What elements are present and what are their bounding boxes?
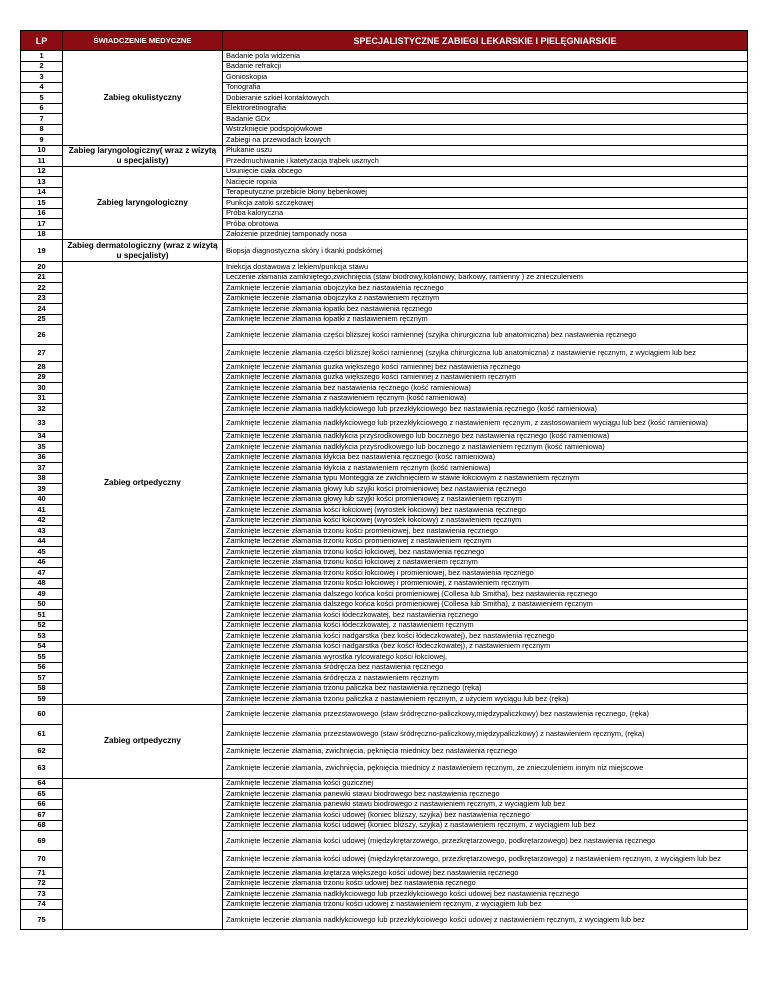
row-number: 39 [21,484,63,495]
procedure-name: Zamknięte leczenie złamania kości nadgarstka (bez kości łódeczkowatej), bez nastawienia ręcznego [223,631,748,642]
row-number: 60 [21,704,63,724]
procedure-name: Płukanie uszu [223,145,748,156]
row-number: 11 [21,156,63,167]
row-number: 42 [21,515,63,526]
row-number: 37 [21,463,63,474]
procedure-name: Zamknięte leczenie złamania nadkłykciowego lub przezkłykciowego kości udowej z nastawieniem ręcznym, z wyciągiem lub bez [223,910,748,930]
procedure-name: Zamknięte leczenie złamania kości łokciowej (wyrostek łokciowy) bez nastawienia ręcznego [223,505,748,516]
row-number: 35 [21,442,63,453]
service-category: Zabieg ortpedyczny [63,262,223,705]
row-number: 59 [21,694,63,705]
procedure-name: Badanie pola widzenia [223,51,748,62]
header-lp: LP [21,31,63,51]
procedure-name: Zamknięte leczenie złamania kości udowej (międzykrętarzowego, przezkrętarzowego, podkrętarzowego) bez nastawienia ręcznego [223,831,748,851]
table-row [21,51,748,62]
row-number: 52 [21,620,63,631]
row-number: 68 [21,820,63,831]
row-number: 71 [21,868,63,879]
row-number: 5 [21,93,63,104]
table-header-row [21,31,748,51]
procedure-name: Zamknięte leczenie złamania obojczyka z nastawieniem ręcznym [223,293,748,304]
procedure-name: Terapeutyczne przebicie błony bębenkowej [223,187,748,198]
procedure-name: Zamknięte leczenie złamania trzonu kości łokciowej i promieniowej, z nastawieniem ręcznym [223,578,748,589]
procedure-name: Elektroretinografia [223,103,748,114]
row-number: 14 [21,187,63,198]
row-number: 38 [21,473,63,484]
procedure-name: Próba kaloryczna [223,208,748,219]
row-number: 36 [21,452,63,463]
procedure-name: Zamknięte leczenie złamania wyrostka rylcowatego kości łokciowej, [223,652,748,663]
row-number: 9 [21,135,63,146]
procedure-name: Zamknięte leczenie złamania kości łódeczkowatej, z nastawieniem ręcznym [223,620,748,631]
row-number: 32 [21,404,63,415]
row-number: 25 [21,314,63,325]
row-number: 67 [21,810,63,821]
row-number: 18 [21,229,63,240]
row-number: 20 [21,262,63,273]
procedure-name: Zamknięte leczenie złamania przezstawowego (staw śródręczno-paliczkowy,międzypaliczkowy) bez nastawienia ręcznego, (ręka) [223,704,748,724]
table-row [21,166,748,177]
procedure-name: Zamknięte leczenie złamania trzonu kości udowej z nastawieniem ręcznym, z wyciągiem lub bez [223,899,748,910]
procedure-name: Zamknięte leczenie złamania trzonu paliczka bez nastawienia ręcznego (ręka) [223,683,748,694]
procedure-name: Dobieranie szkieł kontaktowych [223,93,748,104]
row-number: 75 [21,910,63,930]
row-number: 3 [21,72,63,83]
row-number: 54 [21,641,63,652]
procedures-table [20,30,748,930]
procedure-name: Badanie refrakcji [223,61,748,72]
row-number: 24 [21,304,63,315]
table-row [21,262,748,273]
service-category: Zabieg dermatologiczny (wraz z wizytą u specjalisty) [63,240,223,262]
table-body [21,51,748,930]
row-number: 50 [21,599,63,610]
procedure-name: Gonioskopia [223,72,748,83]
row-number: 26 [21,325,63,345]
procedure-name: Zamknięte leczenie złamania panewki stawu biodrowego z nastawieniem ręcznym, z wyciągiem lub bez [223,799,748,810]
row-number: 30 [21,383,63,394]
procedure-name: Zamknięte leczenie złamania z nastawieniem ręcznym (kość ramieniowa) [223,393,748,404]
row-number: 19 [21,240,63,262]
procedure-name: Zamknięte leczenie złamania łopatki bez nastawienia ręcznego [223,304,748,315]
procedure-name: Zamknięte leczenie złamania bez nastawienia ręcznego (kość ramieniowa) [223,383,748,394]
service-category: Zabieg ortpedyczny [63,704,223,778]
table-row [21,704,748,724]
procedure-name: Iniekcja dostawowa z lekiem/punkcja stawu [223,262,748,273]
row-number: 21 [21,272,63,283]
row-number: 28 [21,362,63,373]
service-category: Zabieg laryngologiczny [63,166,223,240]
row-number: 13 [21,177,63,188]
procedure-name: Zamknięte leczenie złamania kości nadgarstka (bez kości łódeczkowatej), z nastawieniem ręcznym [223,641,748,652]
procedure-name: Zamknięte leczenie złamania głowy lub szyjki kości promieniowej z nastawieniem ręcznym [223,494,748,505]
row-number: 6 [21,103,63,114]
procedure-name: Zamknięte leczenie złamania przezstawowego (staw śródręczno-paliczkowy,międzypaliczkowy) z nastawieniem ręcznym, (ręka) [223,724,748,744]
row-number: 43 [21,526,63,537]
procedure-name: Zamknięte leczenie złamania nadkłykciowego lub przezkłykciowego z nastawieniem ręcznym, z zastosowaniem wyciągu lub bez (kość ramieniowa) [223,414,748,431]
procedure-name: Zamknięte leczenie złamania nadkłykcia przyśrodkowego lub bocznego z nastawieniem ręcznym (kość ramieniowa) [223,442,748,453]
procedure-name: Zamknięte leczenie złamania kości łokciowej (wyrostek łokciowy) z nastawieniem ręcznym [223,515,748,526]
row-number: 51 [21,610,63,621]
procedure-name: Zamknięte leczenie złamania dalszego końca kości promieniowej (Collesa lub Smitha), z nastawieniem ręcznym [223,599,748,610]
procedure-name: Zamknięte leczenie złamania nadkłykcia przyśrodkowego lub bocznego bez nastawienia ręcznego (kość ramieniowa) [223,431,748,442]
procedure-name: Próba obrotowa [223,219,748,230]
procedure-name: Zamknięte leczenie złamania trzonu kości udowej bez nastawienia ręcznego [223,878,748,889]
row-number: 16 [21,208,63,219]
procedure-name: Przedmuchiwanie i katetyzacja trąbek usznych [223,156,748,167]
row-number: 8 [21,124,63,135]
procedure-name: Zamknięte leczenie złamania nadkłykciowego lub przezkłykciowego kości udowej bez nastawienia ręcznego [223,889,748,900]
row-number: 49 [21,589,63,600]
row-number: 29 [21,372,63,383]
service-category: Zabieg laryngologiczny( wraz z wizytą u specjalisty) [63,145,223,166]
row-number: 48 [21,578,63,589]
row-number: 41 [21,505,63,516]
row-number: 40 [21,494,63,505]
row-number: 33 [21,414,63,431]
row-number: 4 [21,82,63,93]
row-number: 73 [21,889,63,900]
procedure-name: Zamknięte leczenie złamania trzonu kości łokciowej, bez nastawienia ręcznego [223,547,748,558]
procedure-name: Zamknięte leczenie złamania guzka większego kości ramiennej bez nastawienia ręcznego [223,362,748,373]
procedure-name: Zamknięte leczenie złamania obojczyka bez nastawienia ręcznego [223,283,748,294]
procedure-name: Zamknięte leczenie złamania guzka większego kości ramiennej z nastawieniem ręcznym [223,372,748,383]
procedure-name: Punkcja zatoki szczękowej [223,198,748,209]
row-number: 34 [21,431,63,442]
procedure-name: Zamknięte leczenie złamania kości łódeczkowatej, bez nastawienia ręcznego [223,610,748,621]
procedure-name: Zamknięte leczenie złamania kości guzicznej [223,778,748,789]
procedure-name: Zamknięte leczenie złamania śródręcza z nastawieniem ręcznym [223,673,748,684]
procedure-name: Zamknięte leczenie złamania, zwichnięcia, pęknięcia miednicy z nastawieniem ręcznym, ze znieczuleniem innym niż miejscowe [223,758,748,778]
row-number: 53 [21,631,63,642]
procedure-name: Zamknięte leczenie złamania trzonu paliczka z nastawieniem ręcznym, z użyciem wyciągu lub bez (ręka) [223,694,748,705]
row-number: 27 [21,345,63,362]
row-number: 22 [21,283,63,294]
row-number: 12 [21,166,63,177]
row-number: 57 [21,673,63,684]
header-procedures: SPECJALISTYCZNE ZABIEGI LEKARSKIE I PIELĘGNIARSKIE [223,31,748,51]
procedure-name: Zamknięte leczenie złamania głowy lub szyjki kości promieniowej bez nastawienia ręcznego [223,484,748,495]
procedure-name: Zamknięte leczenie złamania typu Monteggia ze zwichnięciem w stawie łokciowym z nastawieniem ręcznym [223,473,748,484]
procedure-name: Zamknięte leczenie złamania trzonu kości łokciowej z nastawieniem ręcznym [223,557,748,568]
procedure-name: Zamknięte leczenie złamania, zwichnięcia, pęknięcia miednicy bez nastawienia ręcznego [223,744,748,758]
row-number: 74 [21,899,63,910]
procedure-name: Zamknięte leczenie złamania nadkłykciowego lub przezkłykciowego bez nastawienia ręcznego (kość ramieniowa) [223,404,748,415]
row-number: 17 [21,219,63,230]
procedure-name: Zamknięte leczenie złamania trzonu kości promieniowej, bez nastawienia ręcznego [223,526,748,537]
service-category [63,778,223,930]
row-number: 31 [21,393,63,404]
row-number: 66 [21,799,63,810]
row-number: 15 [21,198,63,209]
procedure-name: Zamknięte leczenie złamania kości udowej (koniec bliższy, szyjka) bez nastawienia ręcznego [223,810,748,821]
row-number: 23 [21,293,63,304]
procedure-name: Biopsja diagnostyczna skóry i tkanki podskórnej [223,240,748,262]
row-number: 7 [21,114,63,125]
procedure-name: Zamknięte leczenie złamania łopatki z nastawieniem ręcznym [223,314,748,325]
row-number: 65 [21,789,63,800]
procedure-name: Zamknięte leczenie złamania części bliższej kości ramiennej (szyjka chirurgiczna lub anatomiczna) bez nastawienia ręcznego [223,325,748,345]
procedure-name: Nacięcie ropnia [223,177,748,188]
procedure-name: Usunięcie ciała obcego [223,166,748,177]
procedure-name: Leczenie złamania zamkniętego,zwichnięcia (staw biodrowy,kolanowy, barkowy, ramienny ) ze znieczuleniem [223,272,748,283]
procedure-name: Tonografia [223,82,748,93]
table-row [21,145,748,156]
service-category: Zabieg okulistyczny [63,51,223,146]
procedure-name: Zamknięte leczenie złamania kości udowej (koniec bliższy, szyjka) z nastawieniem ręcznym, z wyciągiem lub bez [223,820,748,831]
procedure-name: Zamknięte leczenie złamania dalszego końca kości promieniowej (Collesa lub Smitha), bez nastawienia ręcznego [223,589,748,600]
row-number: 56 [21,662,63,673]
row-number: 58 [21,683,63,694]
procedure-name: Zamknięte leczenie złamania części bliższej kości ramiennej (szyjka chirurgiczna lub anatomiczna) z nastawienie ręcznym, z wyciągiem lub bez [223,345,748,362]
table-row [21,778,748,789]
row-number: 62 [21,744,63,758]
table-row [21,240,748,262]
procedure-name: Wstrzknięcie podspojówkowe [223,124,748,135]
row-number: 69 [21,831,63,851]
procedure-name: Założenie przedniej tamponady nosa [223,229,748,240]
procedure-name: Zamknięte leczenie złamania kłykcia z nastawieniem ręcznym (kość ramieniowa) [223,463,748,474]
procedure-name: Zamknięte leczenie złamania kłykcia bez nastawienia ręcznego (kość ramieniowa) [223,452,748,463]
row-number: 2 [21,61,63,72]
procedure-name: Zamknięte leczenie złamania krętarza większego kości udowej bez nastawienia ręcznego [223,868,748,879]
procedure-name: Zamknięte leczenie złamania trzonu kości łokciowej i promieniowej, bez nastawienia ręcznego [223,568,748,579]
procedure-name: Badanie GDx [223,114,748,125]
row-number: 10 [21,145,63,156]
row-number: 47 [21,568,63,579]
row-number: 61 [21,724,63,744]
procedure-name: Zabiegi na przewodach łzowych [223,135,748,146]
procedure-name: Zamknięte leczenie złamania kości udowej (międzykrętarzowego, przezkrętarzowego, podkrętarzowego) z nastawieniem ręcznym, z wyciągiem lub bez [223,851,748,868]
row-number: 44 [21,536,63,547]
procedure-name: Zamknięte leczenie złamania śródręcza bez nastawienia ręcznego [223,662,748,673]
row-number: 45 [21,547,63,558]
row-number: 64 [21,778,63,789]
row-number: 63 [21,758,63,778]
procedure-name: Zamknięte leczenie złamania panewki stawu biodrowego bez nastawienia ręcznego [223,789,748,800]
row-number: 55 [21,652,63,663]
row-number: 72 [21,878,63,889]
row-number: 1 [21,51,63,62]
row-number: 70 [21,851,63,868]
header-service: ŚWIADCZENIE MEDYCZNE [63,31,223,51]
procedure-name: Zamknięte leczenie złamania trzonu kości promieniowej z nastawieniem ręcznym [223,536,748,547]
row-number: 46 [21,557,63,568]
procedures-sheet [20,30,747,930]
